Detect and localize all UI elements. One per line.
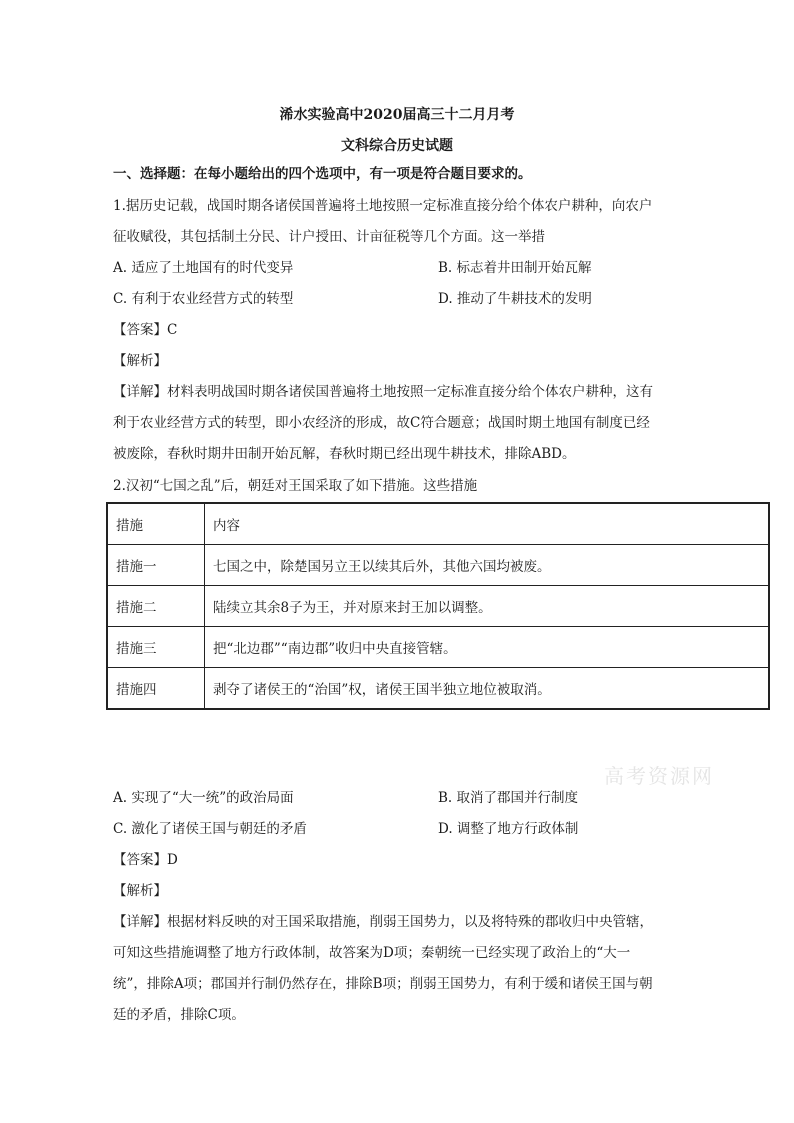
q2-option-a: A. 实现了“大一统”的政治局面	[113, 790, 294, 806]
table-cell-content: 陆续立其余8子为王，并对原来封王加以调整。	[205, 586, 770, 627]
table-header-cell: 措施	[107, 503, 205, 545]
table-row	[107, 545, 769, 586]
q1-option-a: A. 适应了土地国有的时代变异	[113, 260, 294, 276]
measures-table	[106, 502, 770, 710]
q1-option-b: B. 标志着井田制开始瓦解	[438, 260, 592, 276]
school-title: 浠水实验高中2020届高三十二月月考	[279, 107, 515, 123]
table-cell-measure: 措施四	[107, 668, 205, 710]
q2-detail-line1: 【详解】根据材料反映的对王国采取措施，削弱王国势力，以及将特殊的郡收归中央管辖，	[113, 914, 653, 930]
q1-answer: 【答案】C	[113, 322, 178, 338]
watermark: 高考资源网	[604, 764, 714, 788]
q2-answer: 【答案】D	[113, 852, 178, 868]
q2-detail-line4: 廷的矛盾，排除C项。	[113, 1007, 245, 1023]
q1-stem-line2: 征收赋役，其包括制土分民、计户授田、计亩征税等几个方面。这一举措	[113, 229, 545, 245]
table-cell-measure: 措施三	[107, 627, 205, 668]
q2-detail-line2: 可知这些措施调整了地方行政体制，故答案为D项；秦朝统一已经实现了政治上的“大一	[113, 945, 631, 961]
subject-title: 文科综合历史试题	[341, 138, 453, 154]
q2-stem: 2.汉初“七国之乱”后，朝廷对王国采取了如下措施。这些措施	[113, 478, 478, 494]
q2-analysis-label: 【解析】	[113, 883, 167, 899]
q1-detail-line1: 【详解】材料表明战国时期各诸侯国普遍将土地按照一定标准直接分给个体农户耕种，这有	[113, 384, 653, 400]
q2-option-b: B. 取消了郡国并行制度	[438, 790, 579, 806]
table-cell-content: 七国之中，除楚国另立王以续其后外，其他六国均被废。	[205, 545, 770, 586]
q2-option-c: C. 激化了诸侯王国与朝廷的矛盾	[113, 821, 307, 837]
q1-analysis-label: 【解析】	[113, 353, 167, 369]
q1-detail-line3: 被废除，春秋时期井田制开始瓦解，春秋时期已经出现牛耕技术，排除ABD。	[113, 446, 576, 462]
q1-detail-line2: 利于农业经营方式的转型，即小农经济的形成，故C符合题意；战国时期土地国有制度已经	[113, 415, 650, 431]
q2-option-d: D. 调整了地方行政体制	[438, 821, 579, 837]
table-row	[107, 586, 769, 627]
q1-stem-line1: 1.据历史记载，战国时期各诸侯国普遍将土地按照一定标准直接分给个体农户耕种，向农户	[113, 198, 653, 214]
q1-option-c: C. 有利于农业经营方式的转型	[113, 291, 294, 307]
table-cell-content: 剥夺了诸侯王的“治国”权，诸侯王国半独立地位被取消。	[205, 668, 770, 710]
table-header-row	[107, 503, 769, 545]
table-cell-measure: 措施一	[107, 545, 205, 586]
table-row	[107, 627, 769, 668]
table-cell-content: 把“北边郡”“南边郡”收归中央直接管辖。	[205, 627, 770, 668]
table-header-cell: 内容	[205, 503, 770, 545]
section-heading: 一、选择题：在每小题给出的四个选项中，有一项是符合题目要求的。	[113, 166, 532, 182]
table-row	[107, 668, 769, 710]
q1-option-d: D. 推动了牛耕技术的发明	[438, 291, 592, 307]
q2-detail-line3: 统”，排除A项；郡国并行制仍然存在，排除B项；削弱王国势力，有利于缓和诸侯王国与朝	[113, 976, 653, 992]
table-cell-measure: 措施二	[107, 586, 205, 627]
